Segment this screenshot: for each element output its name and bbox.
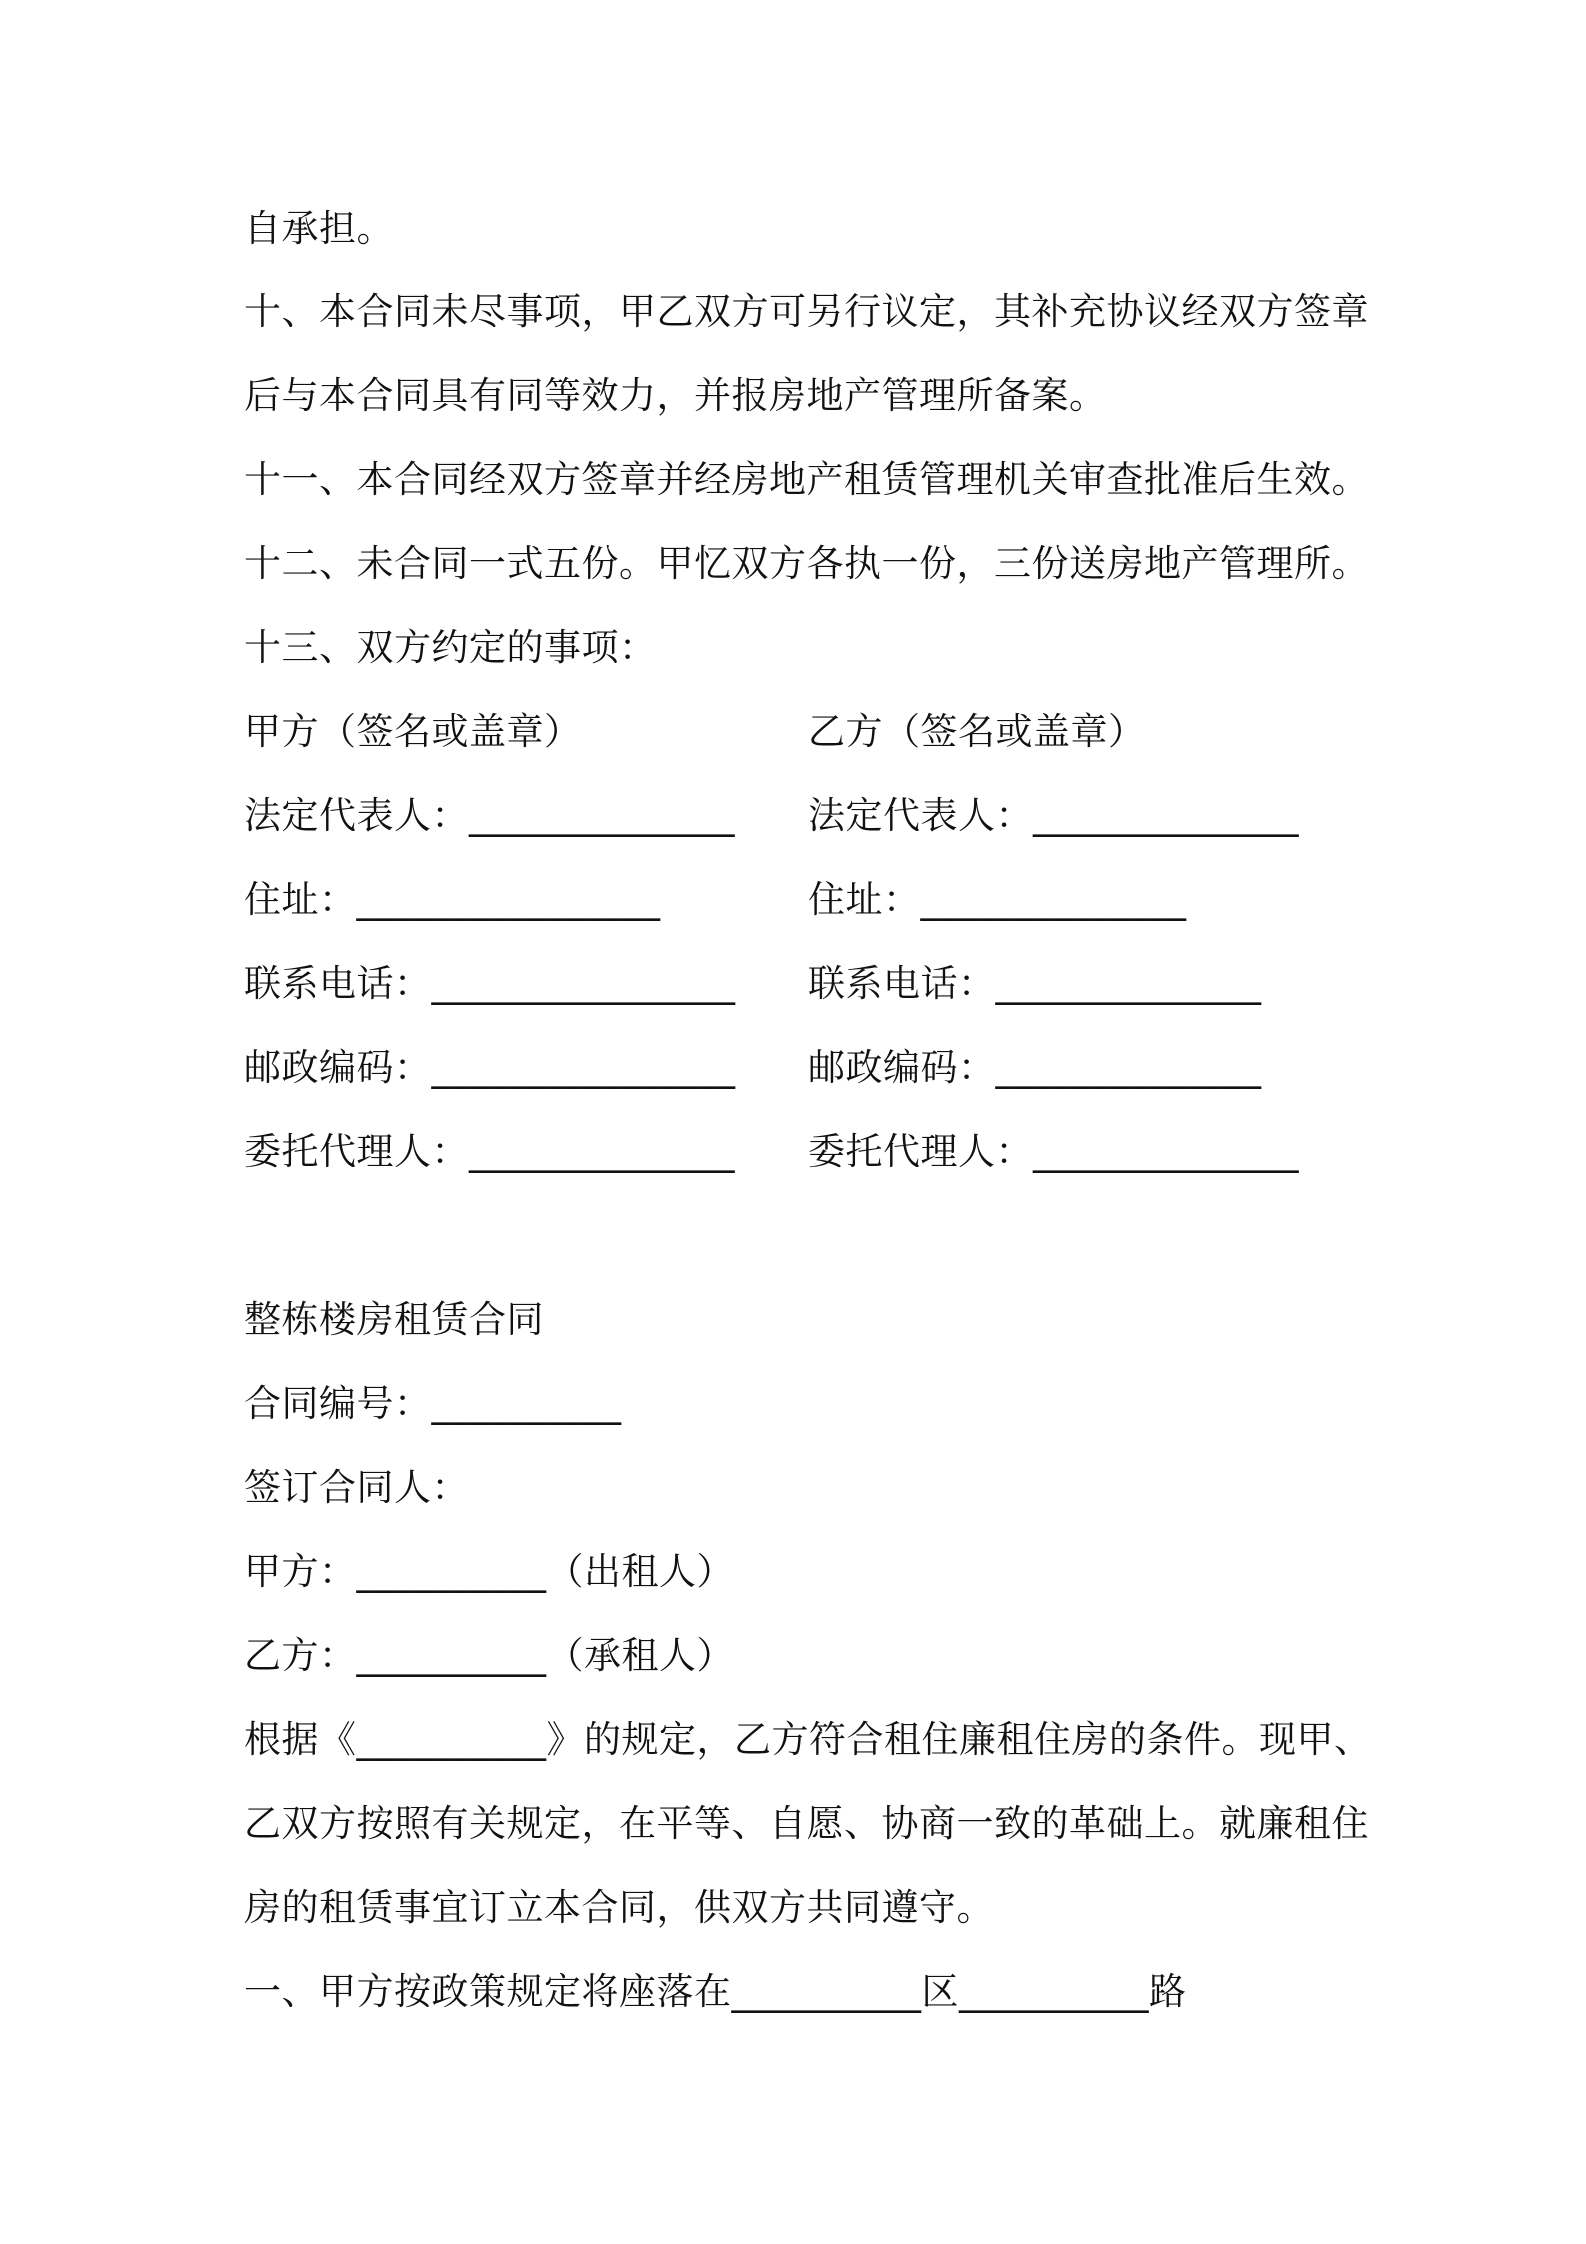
party-a-phone: 联系电话：________________: [244, 962, 736, 1005]
party-b-phone: 联系电话：______________: [808, 962, 1262, 1005]
party-b-title: 乙方（签名或盖章）: [808, 710, 1146, 753]
party-b-legal-rep: 法定代表人：______________: [808, 794, 1299, 837]
contract-signers: 签订合同人：: [244, 1466, 469, 1509]
party-b-address: 住址：______________: [808, 878, 1187, 921]
party-a-address: 住址：________________: [244, 878, 661, 921]
lessor-line: 甲方：__________（出租人）: [244, 1550, 734, 1593]
party-b-postcode: 邮政编码：______________: [808, 1046, 1262, 1089]
contract-title: 整栋楼房租赁合同: [244, 1298, 544, 1341]
clause-13: 十三、双方约定的事项：: [244, 626, 657, 669]
clause-12: 十二、未合同一式五份。甲忆双方各执一份，三份送房地产管理所。: [244, 542, 1369, 585]
party-a-agent: 委托代理人：______________: [244, 1130, 735, 1173]
clause-11: 十一、本合同经双方签章并经房地产租赁管理机关审查批准后生效。: [244, 458, 1369, 501]
lessee-line: 乙方：__________（承租人）: [244, 1634, 734, 1677]
party-a-legal-rep: 法定代表人：______________: [244, 794, 735, 837]
preamble-line-1: 根据《__________》的规定，乙方符合租住廉租住房的条件。现甲、: [244, 1718, 1372, 1761]
party-b-agent: 委托代理人：______________: [808, 1130, 1299, 1173]
clause-1: 一、甲方按政策规定将座落在__________区__________路: [244, 1970, 1187, 2013]
clause-10-line-1: 十、本合同未尽事项，甲乙双方可另行议定，其补充协议经双方签章: [244, 290, 1369, 333]
contract-number: 合同编号：__________: [244, 1382, 622, 1425]
clause-10-line-2: 后与本合同具有同等效力，并报房地产管理所备案。: [244, 374, 1107, 417]
party-a-postcode: 邮政编码：________________: [244, 1046, 736, 1089]
preamble-line-3: 房的租赁事宜订立本合同，供双方共同遵守。: [244, 1886, 994, 1929]
text-line: 自承担。: [244, 207, 394, 250]
preamble-line-2: 乙双方按照有关规定，在平等、自愿、协商一致的革础上。就廉租住: [244, 1802, 1369, 1845]
party-a-title: 甲方（签名或盖章）: [244, 710, 582, 753]
